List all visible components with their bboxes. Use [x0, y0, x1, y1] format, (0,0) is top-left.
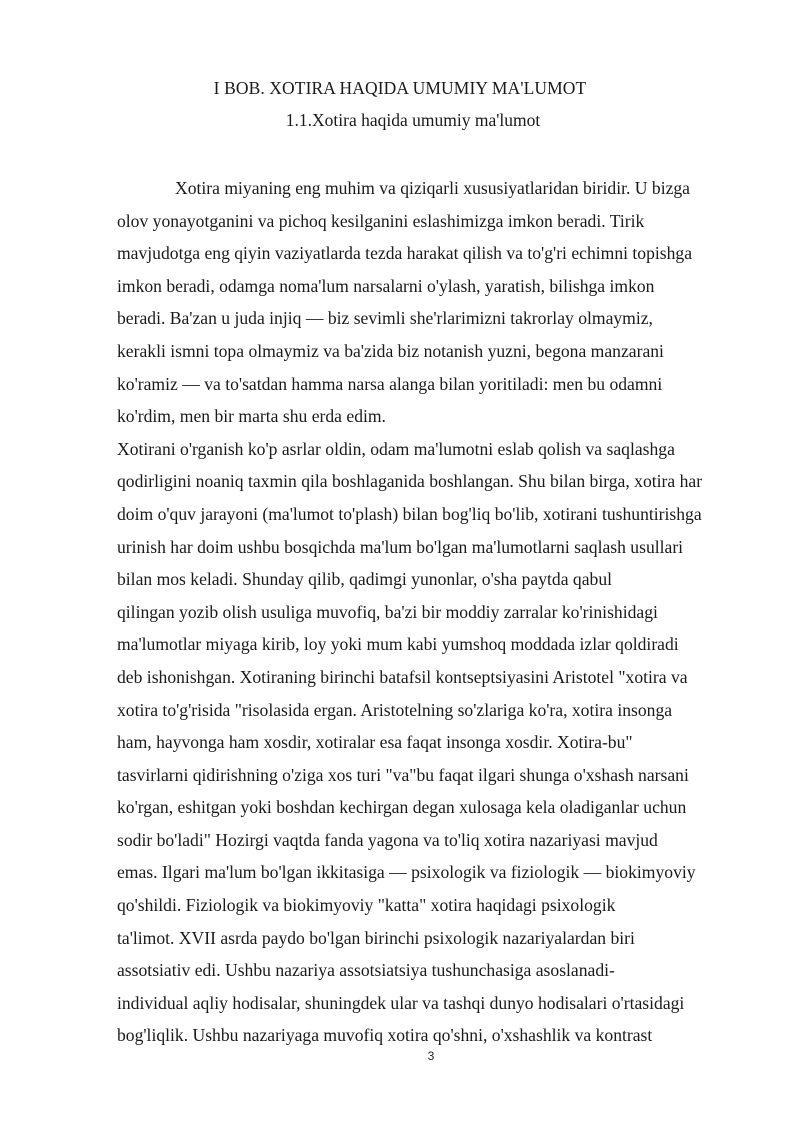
body-line: ko'rgan, eshitgan yoki boshdan kechirgan degan xulosaga kela oladiganlar uchun [117, 797, 687, 818]
body-line: qo'shildi. Fiziologik va biokimyoviy "katta" xotira haqidagi psixologik [117, 895, 616, 916]
body-line: deb ishonishgan. Xotiraning birinchi batafsil kontseptsiyasini Aristotel "xotira va [117, 666, 688, 687]
body-line: xotira to'g'risida "risolasida ergan. Aristotelning so'zlariga ko'ra, xotira insonga [117, 699, 673, 720]
chapter-title: I BOB. XOTIRA HAQIDA UMUMIY MA'LUMOT [213, 78, 587, 98]
body-line: qodirligini noaniq taxmin qila boshlaganida boshlangan. Shu bilan birga, xotira har [117, 471, 703, 492]
body-line: individual aqliy hodisalar, shuningdek ular va tashqi dunyo hodisalari o'rtasidagi [117, 992, 685, 1013]
body-line: sodir bo'ladi" Hozirgi vaqtda fanda yagona va to'liq xotira nazariyasi mavjud [117, 829, 658, 850]
body-line: urinish har doim ushbu bosqichda ma'lum bo'lgan ma'lumotlarni saqlash usullari [117, 536, 684, 557]
body-line: beradi. Ba'zan u juda injiq — biz sevimli she'rlarimizni takrorlay olmaymiz, [117, 308, 653, 329]
body-line: olov yonayotganini va pichoq kesilganini eslashimizga imkon beradi. Tirik [117, 210, 645, 231]
body-line: doim o'quv jarayoni (ma'lumot to'plash) bilan bog'liq bo'lib, xotirani tushuntirishga [117, 503, 702, 524]
body-line: assotsiativ edi. Ushbu nazariya assotsiatsiya tushunchasiga asoslanadi- [117, 960, 615, 981]
body-line: ma'lumotlar miyaga kirib, loy yoki mum kabi yumshoq moddada izlar qoldiradi [117, 634, 679, 655]
body-line: kerakli ismni topa olmaymiz va ba'zida biz notanish yuzni, begona manzarani [117, 340, 664, 361]
body-line: bilan mos keladi. Shunday qilib, qadimgi yunonlar, o'sha paytda qabul [117, 569, 613, 590]
body-line: ham, hayvonga ham xosdir, xotiralar esa faqat insonga xosdir. Xotira-bu" [117, 732, 633, 753]
section-title: 1.1.Xotira haqida umumiy ma'lumot [285, 110, 541, 130]
page-number: 3 [427, 1049, 435, 1063]
body-text [117, 172, 743, 1052]
body-line: mavjudotga eng qiyin vaziyatlarda tezda harakat qilish va to'g'ri echimni topishga [117, 243, 693, 264]
body-line: tasvirlarni qidirishning o'ziga xos turi "va"bu faqat ilgari shunga o'xshash narsani [117, 764, 689, 785]
body-line: imkon beradi, odamga noma'lum narsalarni o'ylash, yaratish, bilishga imkon [117, 275, 655, 296]
body-line: Xotirani o'rganish ko'p asrlar oldin, odam ma'lumotni eslab qolish va saqlashga [117, 438, 675, 459]
body-line: ta'limot. XVII asrda paydo bo'lgan birinchi psixologik nazariyalardan biri [117, 927, 635, 948]
body-line: qilingan yozib olish usuliga muvofiq, ba'zi bir moddiy zarralar ko'rinishidagi [117, 601, 658, 622]
body-line: bog'liqlik. Ushbu nazariyaga muvofiq xotira qo'shni, o'xshashlik va kontrast [117, 1025, 653, 1046]
body-line: emas. Ilgari ma'lum bo'lgan ikkitasiga — psixologik va fiziologik — biokimyoviy [117, 862, 696, 883]
body-line: ko'rdim, men bir marta shu erda edim. [117, 406, 386, 427]
body-line: Xotira miyaning eng muhim va qiziqarli xususiyatlaridan biridir. U bizga [175, 178, 690, 198]
body-line: ko'ramiz — va to'satdan hamma narsa alanga bilan yoritiladi: men bu odamni [117, 373, 663, 394]
